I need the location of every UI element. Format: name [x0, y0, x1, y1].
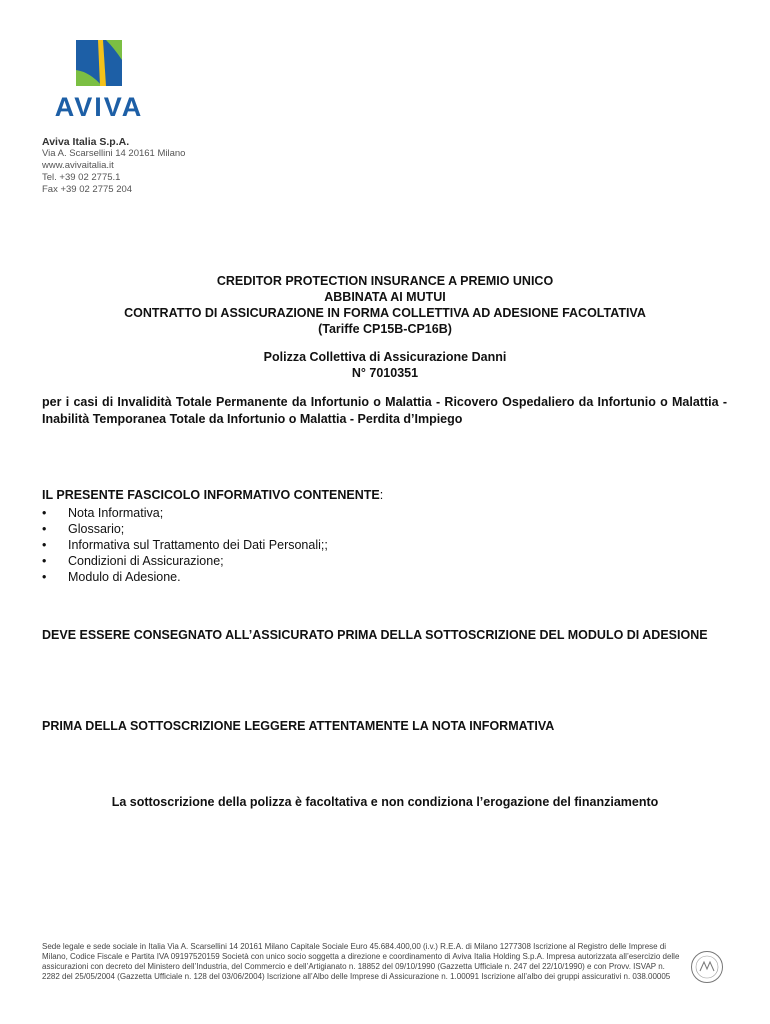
- legal-footer: Sede legale e sede sociale in Italia Via A. Scarsellini 14 20161 Milano Capitale Sociale Euro 45.684.400,00 (i.v.) R.E.A. di Milano 1277308 Iscrizione al Registro delle Imprese di Milano, Codice Fiscale e Partita IVA 09197520159 Società con unico socio soggetta a direzione e coordinamento di Aviva Italia Holding S.p.A. Impresa autorizzata all’esercizio delle assicurazioni con decreto del Ministero dell’Industria, del Commercio e dell’Artigianato n. 18852 del 09/10/1990 (Gazzetta Ufficiale n. 247 del 22/10/1990) e con Provv. ISVAP n. 2282 del 25/05/2004 (Gazzetta Ufficiale n. 128 del 03/06/2004) Iscrizione all’Albo delle Imprese di Assicurazione n. 1.00091 Iscrizione all’albo dei gruppi assicurativi n. 038.00005: [42, 942, 680, 981]
- delivery-notice: DEVE ESSERE CONSEGNATO ALL’ASSICURATO PRIMA DELLA SOTTOSCRIZIONE DEL MODULO DI ADESIONE: [42, 628, 708, 642]
- list-item: • Informativa sul Trattamento dei Dati Personali;;: [42, 537, 328, 553]
- list-item: • Nota Informativa;: [42, 505, 328, 521]
- aviva-logo: [40, 40, 160, 120]
- list-item: • Modulo di Adesione.: [42, 569, 328, 585]
- title-line-4: (Tariffe CP15B-CP16B): [318, 322, 452, 336]
- document-title: [40, 273, 730, 337]
- fascicolo-heading-text: IL PRESENTE FASCICOLO INFORMATIVO CONTENENTE: [42, 488, 380, 502]
- company-address: Via A. Scarsellini 14 20161 Milano: [42, 148, 186, 159]
- fascicolo-heading: [42, 488, 383, 502]
- fascicolo-list: [42, 505, 328, 585]
- title-line-3: CONTRATTO DI ASSICURAZIONE IN FORMA COLLETTIVA AD ADESIONE FACOLTATIVA: [124, 306, 646, 320]
- optional-notice: La sottoscrizione della polizza è facoltativa e non condiziona l’erogazione del finanziamento: [111, 795, 659, 809]
- read-notice: PRIMA DELLA SOTTOSCRIZIONE LEGGERE ATTENTAMENTE LA NOTA INFORMATIVA: [42, 719, 555, 733]
- company-tel: Tel. +39 02 2775.1: [42, 172, 121, 183]
- company-website: www.avivaitalia.it: [42, 160, 114, 171]
- title-line-1: CREDITOR PROTECTION INSURANCE A PREMIO UNICO: [216, 274, 554, 288]
- policy-name: Polizza Collettiva di Assicurazione Danni: [263, 350, 507, 364]
- policy-number: N° 7010351: [351, 366, 419, 380]
- company-seal-icon: [690, 950, 724, 984]
- list-item: • Glossario;: [42, 521, 328, 537]
- company-name: Aviva Italia S.p.A.: [42, 136, 130, 148]
- company-info: [42, 136, 185, 196]
- fascicolo-heading-colon: :: [379, 488, 384, 502]
- policy-heading: [40, 349, 730, 381]
- list-item: • Condizioni di Assicurazione;: [42, 553, 328, 569]
- title-line-2: ABBINATA AI MUTUI: [324, 290, 446, 304]
- company-fax: Fax +39 02 2775 204: [42, 184, 133, 195]
- coverage-cases: per i casi di Invalidità Totale Permanente da Infortunio o Malattia - Ricovero Ospedaliero da Infortunio o Malattia - Inabilità Temporanea Totale da Infortunio o Malattia - Perdita d’Impiego: [42, 395, 727, 426]
- aviva-logo-mark-icon: [76, 40, 122, 86]
- aviva-logo-wordmark: AVIVA: [54, 92, 144, 122]
